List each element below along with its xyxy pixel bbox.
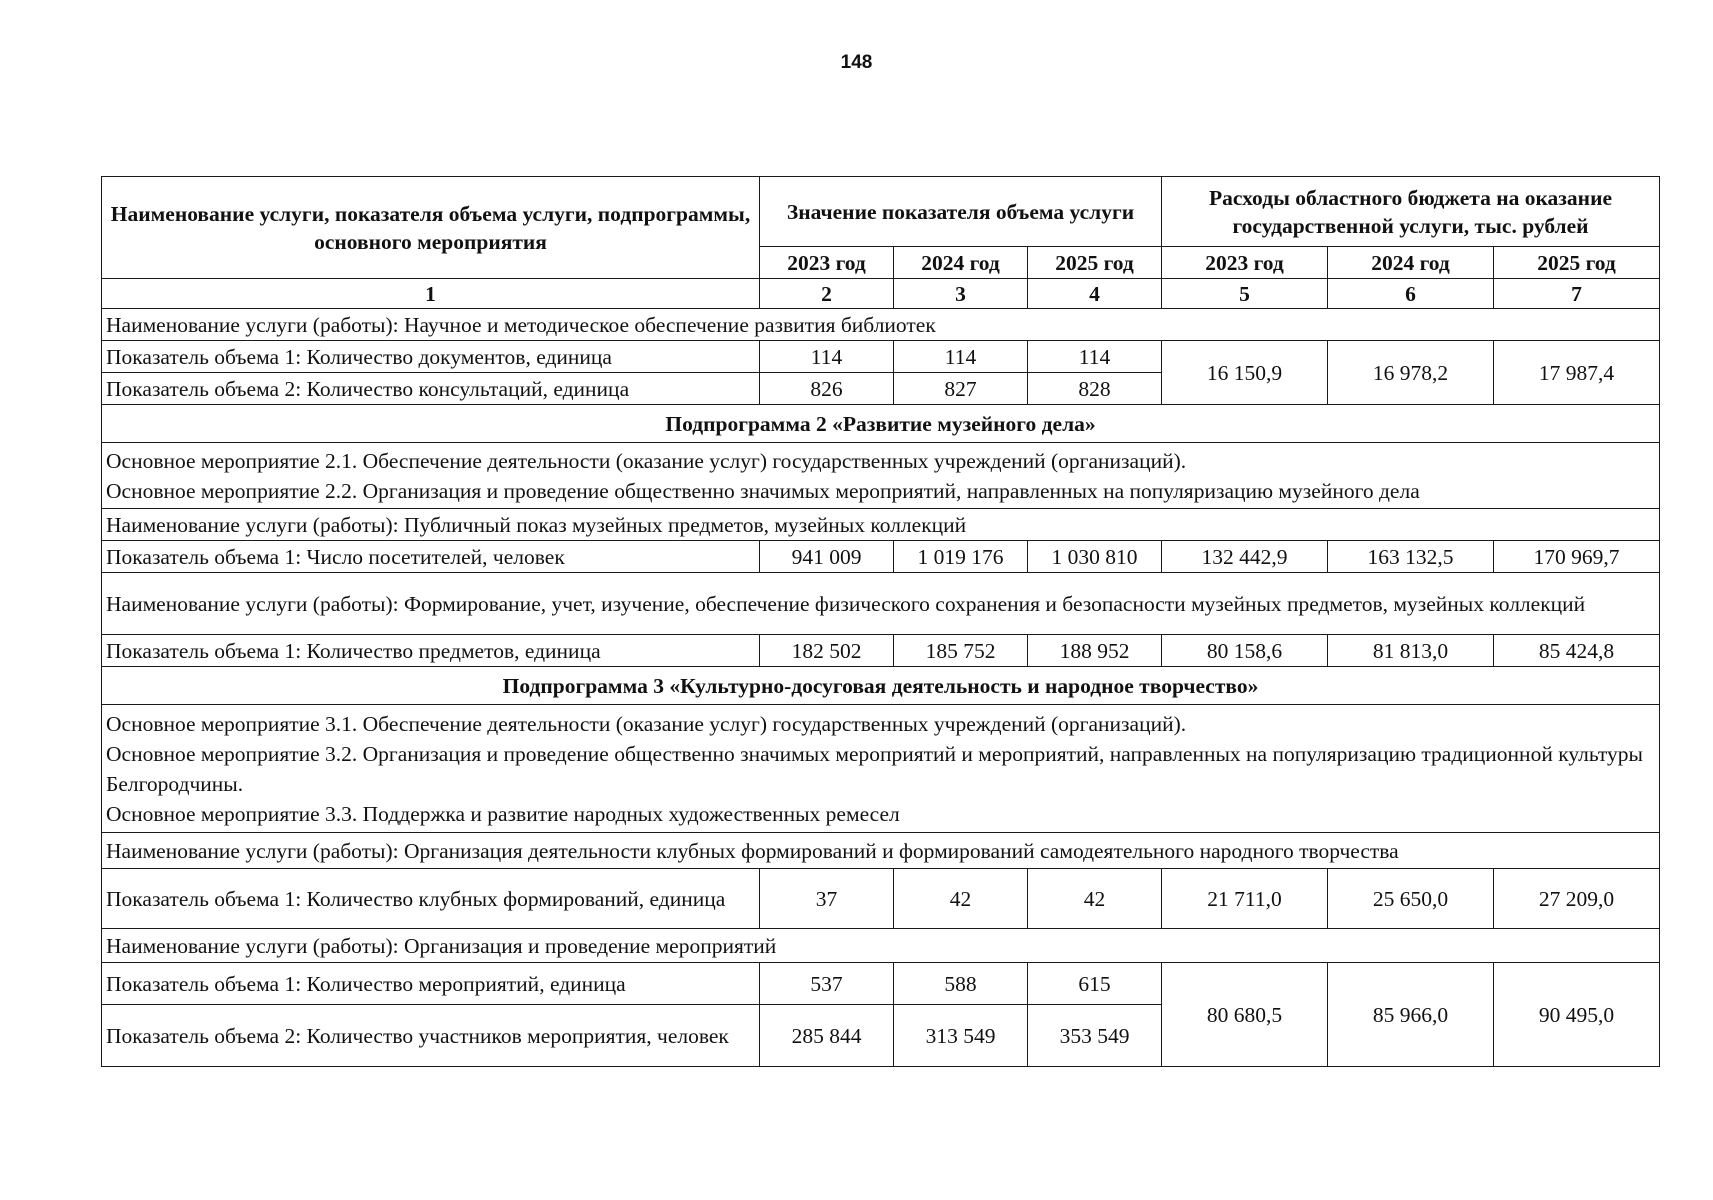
expense-value: 81 813,0 [1328, 635, 1494, 667]
service-name-row: Наименование услуги (работы): Научное и методическое обеспечение развития библиотек [102, 309, 1660, 341]
expense-value: 90 495,0 [1494, 963, 1660, 1067]
column-number: 4 [1028, 279, 1162, 309]
service-name-row: Наименование услуги (работы): Организация и проведение мероприятий [102, 929, 1660, 963]
column-number: 5 [1162, 279, 1328, 309]
indicator-value: 1 019 176 [894, 541, 1028, 573]
header-year: 2025 год [1494, 247, 1660, 279]
column-number: 7 [1494, 279, 1660, 309]
expense-value: 25 650,0 [1328, 869, 1494, 929]
expense-value: 27 209,0 [1494, 869, 1660, 929]
indicator-value: 182 502 [760, 635, 894, 667]
expense-value: 85 966,0 [1328, 963, 1494, 1067]
indicator-value: 828 [1028, 373, 1162, 405]
expense-value: 16 978,2 [1328, 341, 1494, 405]
page-number: 148 [840, 52, 873, 73]
indicator-label: Показатель объема 1: Количество клубных формирований, единица [102, 869, 760, 929]
column-number: 3 [894, 279, 1028, 309]
subprogram-heading: Подпрограмма 2 «Развитие музейного дела» [102, 405, 1660, 443]
indicator-value: 615 [1028, 963, 1162, 1005]
indicator-value: 285 844 [760, 1005, 894, 1067]
expense-value: 17 987,4 [1494, 341, 1660, 405]
column-number: 2 [760, 279, 894, 309]
indicator-value: 188 952 [1028, 635, 1162, 667]
indicator-value: 313 549 [894, 1005, 1028, 1067]
service-name-row: Наименование услуги (работы): Организация деятельности клубных формирований и формирований самодеятельного народного творчества [102, 833, 1660, 869]
indicator-label: Показатель объема 2: Количество участников мероприятия, человек [102, 1005, 760, 1067]
service-name-row: Наименование услуги (работы): Формирование, учет, изучение, обеспечение физического сохранения и безопасности музейных предметов, музейных коллекций [102, 573, 1660, 635]
indicator-value: 114 [760, 341, 894, 373]
expense-value: 16 150,9 [1162, 341, 1328, 405]
indicator-value: 114 [894, 341, 1028, 373]
expense-value: 80 680,5 [1162, 963, 1328, 1067]
column-number: 1 [102, 279, 760, 309]
indicator-value: 1 030 810 [1028, 541, 1162, 573]
indicator-value: 826 [760, 373, 894, 405]
activity-line: Основное мероприятие 3.1. Обеспечение деятельности (оказание услуг) государственных учреждений (организаций). [106, 711, 1187, 736]
indicator-value: 114 [1028, 341, 1162, 373]
activities-cell [102, 443, 1660, 509]
indicator-label: Показатель объема 1: Количество документов, единица [102, 341, 760, 373]
expense-value: 163 132,5 [1328, 541, 1494, 573]
header-volume-group: Значение показателя объема услуги [760, 177, 1162, 247]
subprogram-heading: Подпрограмма 3 «Культурно-досуговая деятельность и народное творчество» [102, 667, 1660, 705]
activity-line: Основное мероприятие 3.3. Поддержка и развитие народных художественных ремесел [106, 801, 900, 826]
expense-value: 80 158,6 [1162, 635, 1328, 667]
indicator-value: 185 752 [894, 635, 1028, 667]
activity-line: Основное мероприятие 2.1. Обеспечение деятельности (оказание услуг) государственных учреждений (организаций). [106, 448, 1187, 473]
expense-value: 170 969,7 [1494, 541, 1660, 573]
header-name-column: Наименование услуги, показателя объема услуги, подпрограммы, основного мероприятия [102, 177, 760, 279]
indicator-value: 42 [1028, 869, 1162, 929]
header-year: 2024 год [894, 247, 1028, 279]
service-name-row: Наименование услуги (работы): Публичный показ музейных предметов, музейных коллекций [102, 509, 1660, 541]
indicator-value: 537 [760, 963, 894, 1005]
activity-line: Основное мероприятие 3.2. Организация и проведение общественно значимых мероприятий и мероприятий, направленных на популяризацию традиционной культуры Белгородчины. [106, 741, 1643, 796]
indicator-value: 37 [760, 869, 894, 929]
header-year: 2023 год [760, 247, 894, 279]
indicator-value: 42 [894, 869, 1028, 929]
indicator-label: Показатель объема 1: Количество предметов, единица [102, 635, 760, 667]
expense-value: 85 424,8 [1494, 635, 1660, 667]
column-number: 6 [1328, 279, 1494, 309]
indicator-value: 827 [894, 373, 1028, 405]
activity-line: Основное мероприятие 2.2. Организация и проведение общественно значимых мероприятий, направленных на популяризацию музейного дела [106, 478, 1420, 503]
header-year: 2023 год [1162, 247, 1328, 279]
budget-table [101, 176, 1660, 1067]
indicator-label: Показатель объема 1: Количество мероприятий, единица [102, 963, 760, 1005]
expense-value: 132 442,9 [1162, 541, 1328, 573]
activities-cell [102, 705, 1660, 833]
indicator-value: 941 009 [760, 541, 894, 573]
indicator-value: 353 549 [1028, 1005, 1162, 1067]
header-year: 2025 год [1028, 247, 1162, 279]
indicator-value: 588 [894, 963, 1028, 1005]
header-year: 2024 год [1328, 247, 1494, 279]
indicator-label: Показатель объема 2: Количество консультаций, единица [102, 373, 760, 405]
header-expense-group: Расходы областного бюджета на оказание государственной услуги, тыс. рублей [1162, 177, 1660, 247]
expense-value: 21 711,0 [1162, 869, 1328, 929]
indicator-label: Показатель объема 1: Число посетителей, человек [102, 541, 760, 573]
